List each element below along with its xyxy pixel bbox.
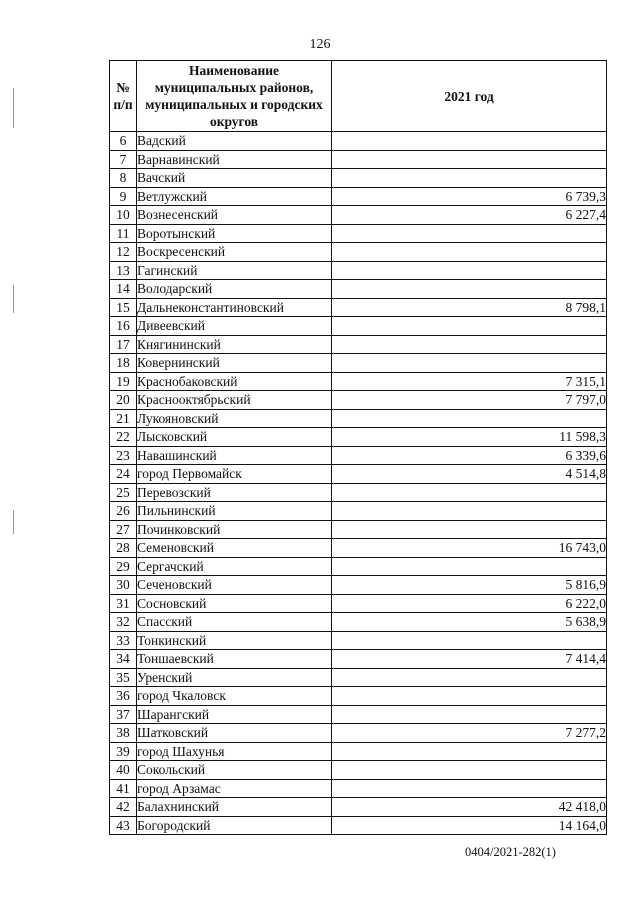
table-row	[110, 428, 607, 447]
row-value	[332, 631, 607, 650]
row-name: Богородский	[137, 816, 332, 835]
row-number: 12	[110, 243, 137, 262]
row-number: 13	[110, 261, 137, 280]
table-row	[110, 465, 607, 484]
table-body	[110, 132, 607, 835]
row-value: 16 743,0	[332, 539, 607, 558]
table-row	[110, 354, 607, 373]
row-name: Гагинский	[137, 261, 332, 280]
table-row	[110, 520, 607, 539]
row-number: 20	[110, 391, 137, 410]
row-number: 24	[110, 465, 137, 484]
table-row	[110, 391, 607, 410]
row-value	[332, 705, 607, 724]
row-value: 4 514,8	[332, 465, 607, 484]
row-name: Лысковский	[137, 428, 332, 447]
table-row	[110, 557, 607, 576]
margin-mark	[13, 285, 14, 313]
row-value	[332, 169, 607, 188]
row-value	[332, 132, 607, 151]
row-name: Тонкинский	[137, 631, 332, 650]
row-value: 7 277,2	[332, 724, 607, 743]
row-number: 27	[110, 520, 137, 539]
row-name: Воротынский	[137, 224, 332, 243]
table-header-row	[110, 61, 607, 132]
data-table	[109, 60, 607, 835]
row-name: Навашинский	[137, 446, 332, 465]
row-name: Дальнеконстантиновский	[137, 298, 332, 317]
row-name: Дивеевский	[137, 317, 332, 336]
table-row	[110, 798, 607, 817]
table-row	[110, 724, 607, 743]
table-row	[110, 705, 607, 724]
row-number: 34	[110, 650, 137, 669]
table-row	[110, 687, 607, 706]
table-row	[110, 261, 607, 280]
table-row	[110, 132, 607, 151]
table-row	[110, 576, 607, 595]
table-row	[110, 317, 607, 336]
row-name: Спасский	[137, 613, 332, 632]
table-row	[110, 150, 607, 169]
row-value	[332, 502, 607, 521]
row-value: 6 339,6	[332, 446, 607, 465]
row-value: 6 222,0	[332, 594, 607, 613]
row-value	[332, 761, 607, 780]
table-row	[110, 224, 607, 243]
row-name: Вознесенский	[137, 206, 332, 225]
row-value	[332, 668, 607, 687]
row-number: 38	[110, 724, 137, 743]
row-value	[332, 779, 607, 798]
row-number: 28	[110, 539, 137, 558]
row-value	[332, 483, 607, 502]
table-row	[110, 335, 607, 354]
row-name: город Первомайск	[137, 465, 332, 484]
row-number: 8	[110, 169, 137, 188]
row-name: Шатковский	[137, 724, 332, 743]
table-row	[110, 372, 607, 391]
row-name: город Арзамас	[137, 779, 332, 798]
row-value: 11 598,3	[332, 428, 607, 447]
table-row	[110, 409, 607, 428]
row-value	[332, 687, 607, 706]
row-name: Сосновский	[137, 594, 332, 613]
row-name: Княгининский	[137, 335, 332, 354]
row-number: 15	[110, 298, 137, 317]
row-number: 9	[110, 187, 137, 206]
table-row	[110, 483, 607, 502]
margin-mark	[13, 88, 14, 128]
row-number: 42	[110, 798, 137, 817]
row-value: 6 739,3	[332, 187, 607, 206]
row-number: 43	[110, 816, 137, 835]
row-value: 14 164,0	[332, 816, 607, 835]
row-name: Уренский	[137, 668, 332, 687]
row-number: 18	[110, 354, 137, 373]
row-value	[332, 520, 607, 539]
row-name: Володарский	[137, 280, 332, 299]
table-row	[110, 502, 607, 521]
row-name: Сергачский	[137, 557, 332, 576]
row-number: 30	[110, 576, 137, 595]
row-number: 16	[110, 317, 137, 336]
row-name: Краснобаковский	[137, 372, 332, 391]
row-number: 29	[110, 557, 137, 576]
table-row	[110, 761, 607, 780]
table-row	[110, 243, 607, 262]
row-name: Вачский	[137, 169, 332, 188]
row-number: 35	[110, 668, 137, 687]
row-value: 7 315,1	[332, 372, 607, 391]
row-name: Тоншаевский	[137, 650, 332, 669]
row-number: 32	[110, 613, 137, 632]
row-number: 41	[110, 779, 137, 798]
table-row	[110, 539, 607, 558]
row-name: город Чкаловск	[137, 687, 332, 706]
row-value: 42 418,0	[332, 798, 607, 817]
row-name: Ветлужский	[137, 187, 332, 206]
row-value: 5 816,9	[332, 576, 607, 595]
row-value	[332, 317, 607, 336]
table-row	[110, 280, 607, 299]
table-row	[110, 206, 607, 225]
table-row	[110, 169, 607, 188]
row-number: 26	[110, 502, 137, 521]
row-value: 7 414,4	[332, 650, 607, 669]
row-name: Воскресенский	[137, 243, 332, 262]
row-number: 10	[110, 206, 137, 225]
row-value	[332, 409, 607, 428]
table-row	[110, 650, 607, 669]
row-value	[332, 557, 607, 576]
row-name: город Шахунья	[137, 742, 332, 761]
page-number: 126	[309, 37, 331, 52]
row-name: Сеченовский	[137, 576, 332, 595]
table-row	[110, 298, 607, 317]
row-name: Семеновский	[137, 539, 332, 558]
row-name: Краснооктябрьский	[137, 391, 332, 410]
row-number: 17	[110, 335, 137, 354]
row-number: 19	[110, 372, 137, 391]
row-number: 23	[110, 446, 137, 465]
row-value: 6 227,4	[332, 206, 607, 225]
row-name: Вадский	[137, 132, 332, 151]
row-number: 33	[110, 631, 137, 650]
row-name: Лукояновский	[137, 409, 332, 428]
row-number: 11	[110, 224, 137, 243]
table-row	[110, 668, 607, 687]
row-name: Ковернинский	[137, 354, 332, 373]
row-number: 36	[110, 687, 137, 706]
row-number: 39	[110, 742, 137, 761]
row-number: 31	[110, 594, 137, 613]
row-name: Пильнинский	[137, 502, 332, 521]
row-number: 40	[110, 761, 137, 780]
table-row	[110, 187, 607, 206]
row-value	[332, 243, 607, 262]
row-value: 8 798,1	[332, 298, 607, 317]
row-number: 22	[110, 428, 137, 447]
row-number: 21	[110, 409, 137, 428]
row-value: 7 797,0	[332, 391, 607, 410]
row-value	[332, 261, 607, 280]
row-value	[332, 150, 607, 169]
row-number: 6	[110, 132, 137, 151]
row-value	[332, 742, 607, 761]
header-year: 2021 год	[332, 61, 607, 132]
row-number: 7	[110, 150, 137, 169]
row-name: Балахнинский	[137, 798, 332, 817]
document-code: 0404/2021-282(1)	[465, 845, 556, 859]
row-value	[332, 280, 607, 299]
header-name: Наименование муниципальных районов, муниципальных и городских округов	[137, 61, 332, 132]
row-name: Сокольский	[137, 761, 332, 780]
row-number: 25	[110, 483, 137, 502]
row-value: 5 638,9	[332, 613, 607, 632]
row-value	[332, 354, 607, 373]
table-row	[110, 779, 607, 798]
row-value	[332, 224, 607, 243]
row-name: Шарангский	[137, 705, 332, 724]
table-row	[110, 742, 607, 761]
row-number: 37	[110, 705, 137, 724]
header-num: № п/п	[110, 61, 137, 132]
row-number: 14	[110, 280, 137, 299]
margin-mark	[13, 510, 14, 534]
table-row	[110, 446, 607, 465]
row-name: Перевозский	[137, 483, 332, 502]
row-name: Варнавинский	[137, 150, 332, 169]
row-value	[332, 335, 607, 354]
table-row	[110, 613, 607, 632]
row-name: Починковский	[137, 520, 332, 539]
table-row	[110, 594, 607, 613]
table-row	[110, 816, 607, 835]
table-row	[110, 631, 607, 650]
